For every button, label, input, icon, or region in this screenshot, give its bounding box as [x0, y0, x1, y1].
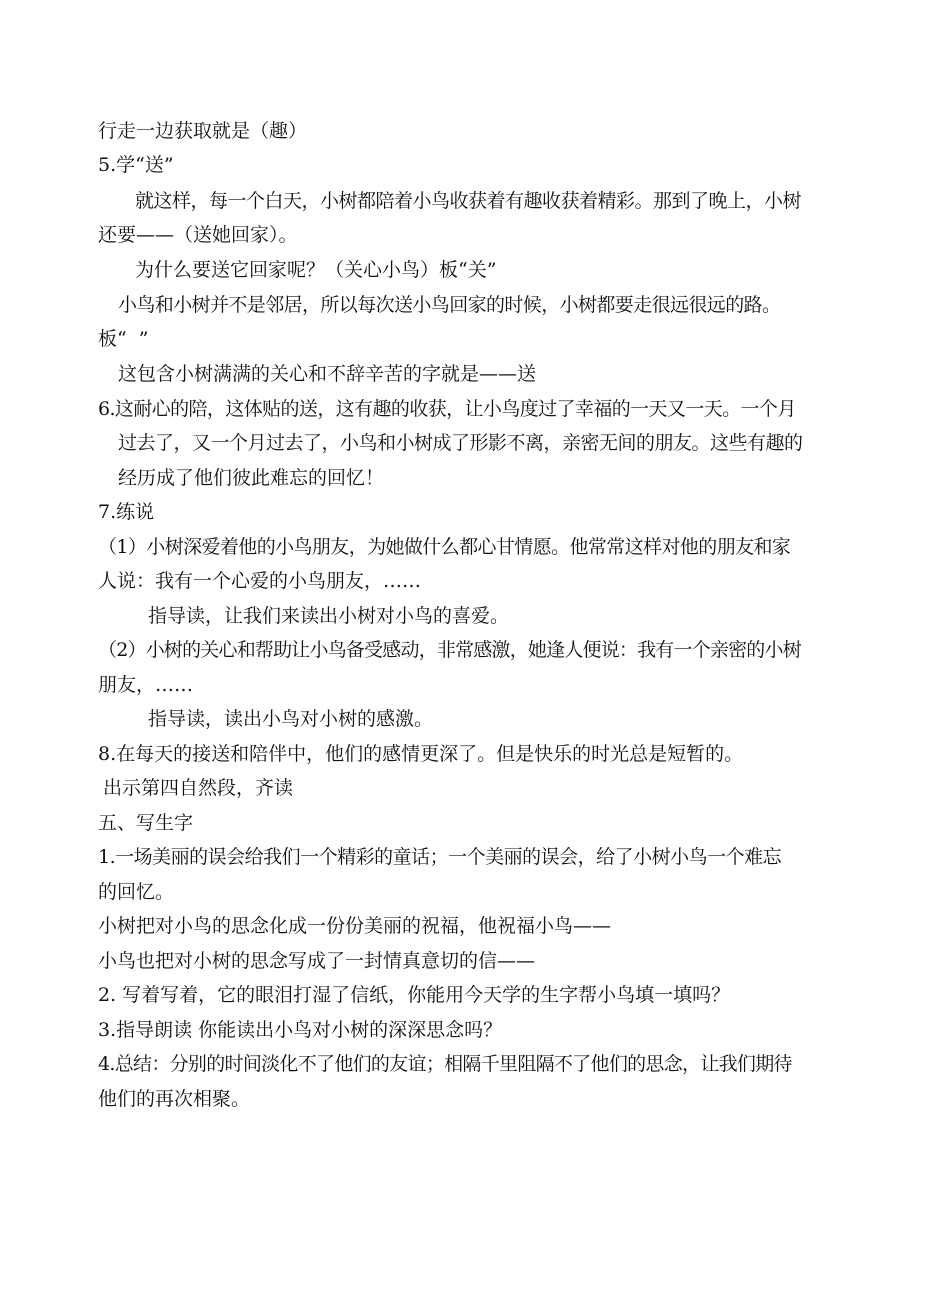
text-line-8: 这包含小树满满的关心和不辞辛苦的字就是——送 [118, 363, 537, 385]
text-line-5: 为什么要送它回家呢？（关心小鸟）板“关” [135, 259, 497, 281]
text-line-3: 就这样，每一个白天，小树都陪着小鸟收获着有趣收获着精彩。那到了晚上，小树 [135, 190, 802, 212]
text-line-10: 过去了，又一个月过去了，小鸟和小树成了形影不离，亲密无间的朋友。这些有趣的 [118, 432, 803, 454]
text-line-11: 经历成了他们彼此难忘的回忆！ [118, 467, 385, 489]
text-line-25: 小鸟也把对小树的思念写成了一封情真意切的信—— [98, 950, 536, 972]
text-line-22: 1.一场美丽的误会给我们一个精彩的童话；一个美丽的误会，给了小树小鸟一个难忘 [98, 846, 782, 868]
text-line-17: 朋友，…… [98, 674, 194, 696]
section-heading-5: 5.学“送” [98, 154, 174, 176]
text-line-27: 3.指导朗读 你能读出小鸟对小树的深深思念吗？ [98, 1019, 503, 1041]
section-item-8: 8.在每天的接送和陪伴中，他们的感情更深了。但是快乐的时光总是短暂的。 [98, 743, 744, 765]
text-line-24: 小树把对小鸟的思念化成一份份美丽的祝福，他祝福小鸟—— [98, 915, 612, 937]
text-line-26: 2. 写着写着，它的眼泪打湿了信纸，你能用今天学的生字帮小鸟填一填吗？ [98, 984, 731, 1006]
text-line-23: 的回忆。 [98, 881, 175, 903]
text-line-6: 小鸟和小树并不是邻居，所以每次送小鸟回家的时候，小树都要走很远很远的路。 [118, 294, 781, 316]
section-item-6: 6.这耐心的陪，这体贴的送，这有趣的收获，让小鸟度过了幸福的一天又一天。一个月 [98, 398, 796, 420]
text-line-20: 出示第四自然段，齐读 [103, 777, 294, 799]
text-line-16: （2）小树的关心和帮助让小鸟备受感动，非常感激，她逢人便说：我有一个亲密的小树 [98, 639, 801, 661]
section-heading-5-chinese: 五、写生字 [98, 812, 194, 834]
text-line-4: 还要——（送她回家）。 [98, 224, 298, 246]
text-line-15: 指导读，让我们来读出小树对小鸟的喜爱。 [148, 605, 510, 627]
section-heading-7: 7.练说 [98, 501, 155, 523]
text-line-29: 他们的再次相聚。 [98, 1088, 251, 1110]
text-line-28: 4.总结：分别的时间淡化不了他们的友谊；相隔千里阻隔不了他们的思念，让我们期待 [98, 1053, 792, 1075]
text-line-18: 指导读，读出小鸟对小树的感激。 [148, 708, 434, 730]
text-line-14: 人说：我有一个心爱的小鸟朋友，…… [98, 570, 422, 592]
text-line-13: （1）小树深爱着他的小鸟朋友，为她做什么都心甘情愿。他常常这样对他的朋友和家 [98, 536, 791, 558]
text-line-7: 板“ ” [98, 328, 149, 350]
text-line-1: 行走一边获取就是（趣） [98, 120, 308, 142]
